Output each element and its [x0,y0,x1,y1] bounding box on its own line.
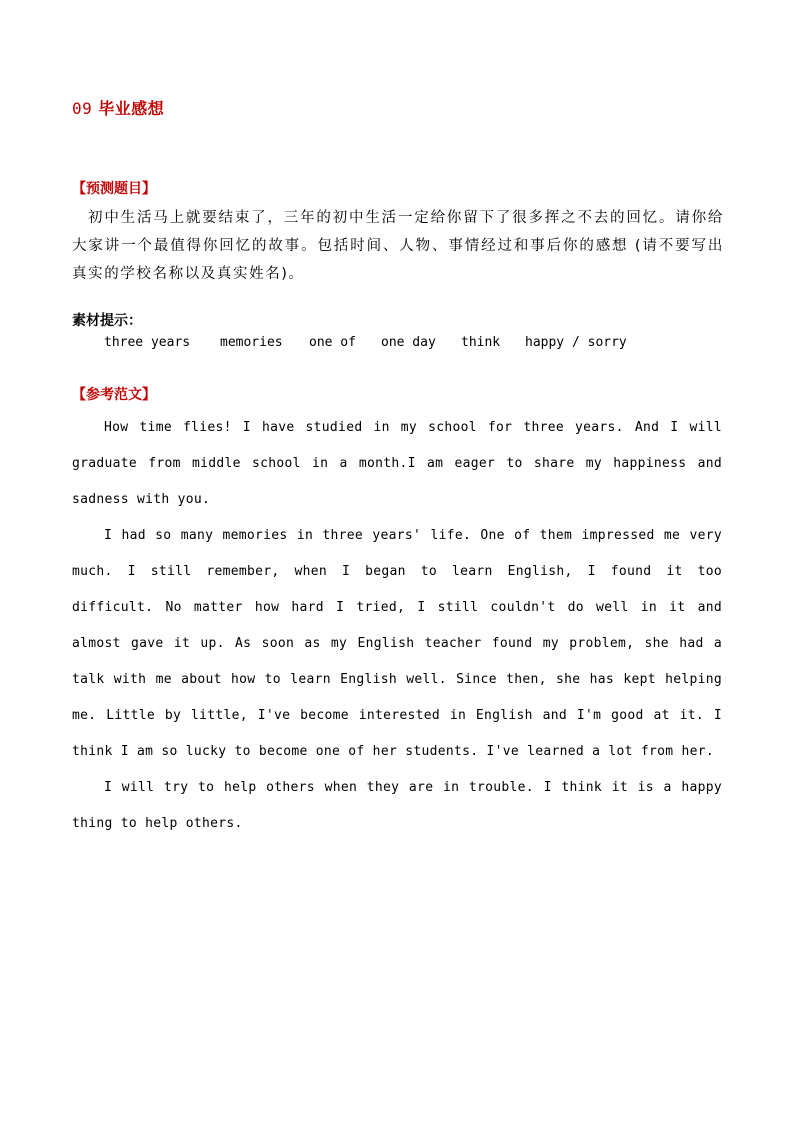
hints-heading: 素材提示： [72,313,142,329]
essay-paragraph: I will try to help others when they are in trouble. I think it is a happy thing to help others. [72,780,722,831]
hint-item: memories [220,335,283,350]
essay-paragraph: How time flies! I have studied in my school for three years. And I will graduate from middle school in a month.I am eager to share my happiness and sadness with you. [72,420,722,507]
hint-item: happy / sorry [525,335,627,350]
prediction-heading: 【预测题目】 [72,181,156,197]
reference-heading: 【参考范文】 [72,387,156,403]
page-title [72,96,164,119]
hint-item: one of [309,335,356,350]
hint-item: three years [104,335,191,350]
essay-body [72,410,722,842]
prompt-text: 初中生活马上就要结束了，三年的初中生活一定给你留下了很多挥之不去的回忆。请你给大家讲一个最值得你回忆的故事。包括时间、人物、事情经过和事后你的感想 (请不要写出真实的学校名称以及真实姓名)。 [72,210,724,282]
title-text: 毕业感想 [98,99,165,118]
hint-item: one day [381,335,436,350]
hint-item: think [461,335,501,350]
essay-paragraph: I had so many memories in three years' life. One of them impressed me very much. I still remember, when I began to learn English, I found it too difficult. No matter how hard I tried, I still couldn't do well in it and almost gave it up. As soon as my English teacher found my problem, she had a talk with me about how to learn English well. Since then, she has kept helping me. Little by little, I've become interested in English and I'm good at it. I think I am so lucky to become one of her students. I've learned a lot from her. [72,528,722,759]
title-number: 09 [72,99,93,118]
